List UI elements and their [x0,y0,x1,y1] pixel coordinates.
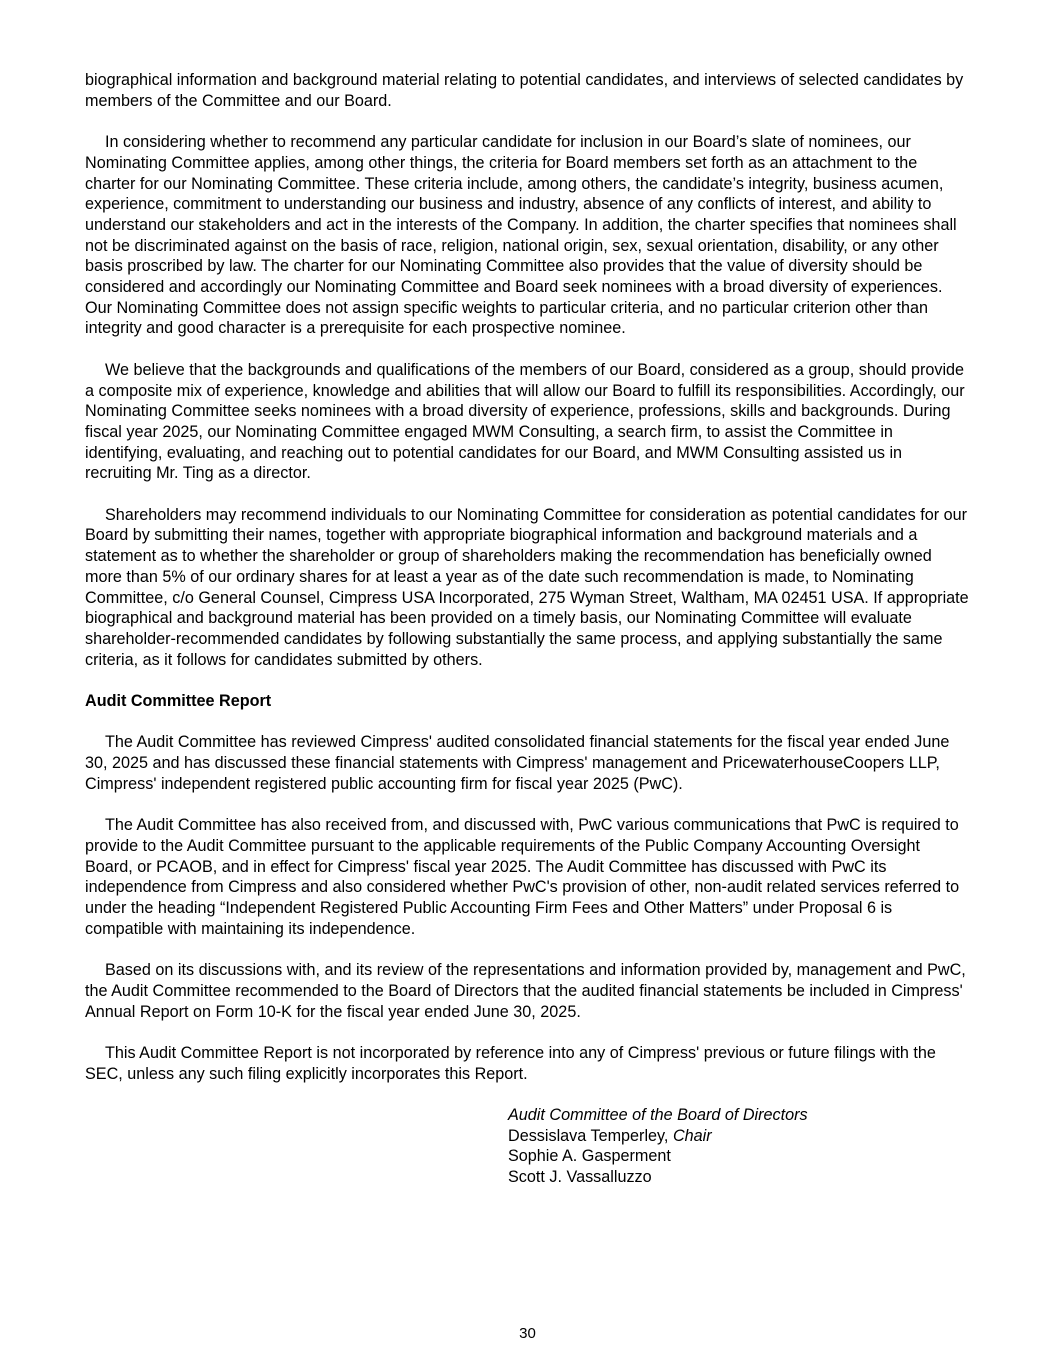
signature-member: Sophie A. Gasperment [508,1147,671,1166]
signature-block [508,1105,970,1188]
paragraph-shareholder-recommendations: Shareholders may recommend individuals to our Nominating Committee for consideration as potential candidates for our Board by submitting their names, together with appropriate biographical information and background materials and a statement as to whether the shareholder or group of shareholders making the recommendation has beneficially owned more than 5% of our ordinary shares for at least a year as of the date such recommendation is made, to Nominating Committee, c/o General Counsel, Cimpress USA Incorporated, 275 Wyman Street, Waltham, MA 02451 USA. If appropriate biographical and background material has been provided on a timely basis, our Nominating Committee will evaluate shareholder-recommended candidates by following substantially the same process, and applying substantially the same criteria, as it follows for candidates submitted by others. [85,505,969,669]
signature-committee: Audit Committee of the Board of Directors [508,1106,808,1125]
paragraph-audit-incorporation: This Audit Committee Report is not incorporated by reference into any of Cimpress' previous or future filings with the SEC, unless any such filing explicitly incorporates this Report. [85,1043,936,1083]
page-number: 30 [519,1325,536,1342]
paragraph-continuation: biographical information and background material relating to potential candidates, and interviews of selected candidates by members of the Committee and our Board. [85,71,964,110]
paragraph-candidate-criteria: In considering whether to recommend any particular candidate for inclusion in our Board’s slate of nominees, our Nominating Committee applies, among other things, the criteria for Board members set forth as an attachment to the charter for our Nominating Committee. These criteria include, among others, the candidate’s integrity, business acumen, experience, commitment to understanding our business and industry, absence of any conflicts of interest, and ability to understand our stakeholders and act in the interests of the Company. In addition, the charter specifies that nominees shall not be discriminated against on the basis of race, religion, national origin, sex, sexual orientation, disability, or any other basis proscribed by law. The charter for our Nominating Committee also provides that the value of diversity should be considered and accordingly our Nominating Committee and Board seek nominees with a broad diversity of experiences. Our Nominating Committee does not assign specific weights to particular criteria, and no particular criterion other than integrity and good character is a prerequisite for each prospective nominee. [85,133,957,338]
paragraph-audit-communications: The Audit Committee has also received from, and discussed with, PwC various communications that PwC is required to provide to the Audit Committee pursuant to the applicable requirements of the Public Company Accounting Oversight Board, or PCAOB, and in effect for Cimpress' fiscal year 2025. The Audit Committee has discussed with PwC its independence from Cimpress and also considered whether PwC's provision of other, non-audit related services referred to under the heading “Independent Registered Public Accounting Firm Fees and Other Matters” under Proposal 6 is compatible with maintaining its independence. [85,816,960,938]
paragraph-audit-review: The Audit Committee has reviewed Cimpress' audited consolidated financial statements for the fiscal year ended June 30, 2025 and has discussed these financial statements with Cimpress' management and PricewaterhouseCoopers LLP, Cimpress' independent registered public accounting firm for fiscal year 2025 (PwC). [85,733,950,793]
paragraph-audit-recommendation: Based on its discussions with, and its review of the representations and information provided by, management and PwC, the Audit Committee recommended to the Board of Directors that the audited financial statements be included in Cimpress' Annual Report on Form 10-K for the fiscal year ended June 30, 2025. [85,961,966,1021]
paragraph-board-qualifications: We believe that the backgrounds and qualifications of the members of our Board, considered as a group, should provide a composite mix of experience, knowledge and abilities that will allow our Board to fulfill its responsibilities. Accordingly, our Nominating Committee seeks nominees with a broad diversity of experience, professions, skills and backgrounds. During fiscal year 2025, our Nominating Committee engaged MWM Consulting, a search firm, to assist the Committee in identifying, evaluating, and reaching out to potential candidates for our Board, and MWM Consulting assisted us in recruiting Mr. Ting as a director. [85,360,965,483]
signature-chair [508,1126,970,1147]
signature-member: Scott J. Vassalluzzo [508,1168,652,1187]
signature-chair-name: Dessislava Temperley, [508,1126,673,1145]
document-page [85,70,970,1188]
section-heading-audit-committee-report: Audit Committee Report [85,692,272,711]
signature-chair-title: Chair [672,1126,712,1145]
